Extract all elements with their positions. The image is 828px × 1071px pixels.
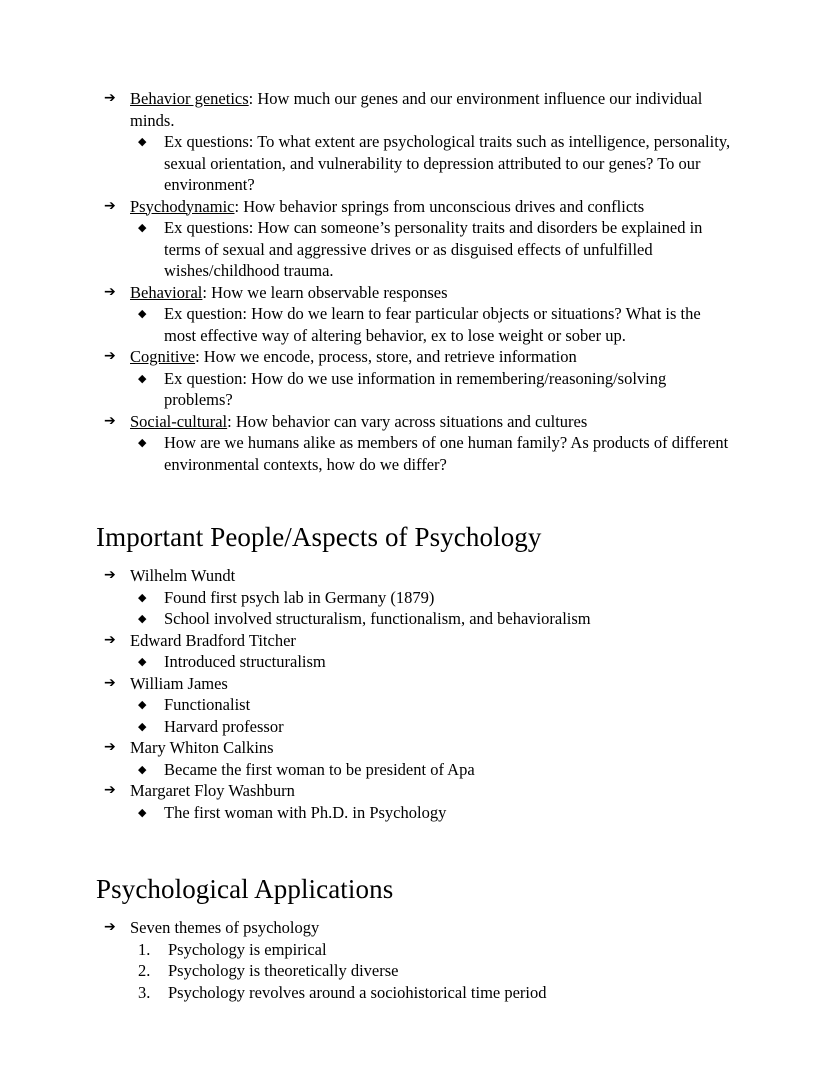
list-item — [130, 651, 732, 673]
term-description: : How we encode, process, store, and retrieve information — [195, 347, 577, 366]
list-item-text: Psychology is theoretically diverse — [168, 961, 399, 980]
arrow-bullet-icon: ➔ — [104, 919, 116, 935]
list-item — [96, 737, 732, 780]
sub-item-text: The first woman with Ph.D. in Psychology — [164, 802, 447, 822]
diamond-bullet-icon: ◆ — [138, 805, 147, 819]
sub-list — [130, 432, 732, 475]
applications-lead-text: Seven themes of psychology — [130, 918, 320, 937]
list-item — [96, 565, 732, 630]
section-heading-psychological-applications: Psychological Applications — [96, 874, 394, 904]
diamond-bullet-icon: ◆ — [138, 655, 147, 668]
list-item — [96, 917, 732, 1003]
arrow-bullet-icon: ➔ — [104, 782, 116, 798]
sub-item-text: Ex question: How do we learn to fear particular objects or situations? What is the most effective way of altering behavior, ex to lose weight or sober up. — [164, 304, 701, 345]
sub-list — [130, 587, 732, 630]
list-item — [130, 982, 732, 1004]
list-item — [130, 939, 732, 961]
list-number: 1. — [138, 939, 151, 959]
arrow-bullet-icon: ➔ — [104, 674, 116, 691]
diamond-bullet-icon: ◆ — [138, 436, 147, 449]
term-label: Social-cultural — [130, 411, 228, 431]
arrow-bullet-icon: ➔ — [104, 739, 116, 755]
list-item-text: Psychology is empirical — [168, 939, 327, 959]
list-item-text: Psychology revolves around a sociohistorical time period — [168, 982, 547, 1002]
diamond-bullet-icon: ◆ — [138, 698, 147, 711]
sub-list — [130, 694, 732, 737]
person-name: Wilhelm Wundt — [130, 566, 236, 585]
term-description: : How we learn observable responses — [202, 282, 448, 302]
spacer — [96, 823, 732, 841]
list-item — [130, 802, 732, 824]
sub-item-text: Ex question: How do we use information in remembering/reasoning/solving problems? — [164, 368, 667, 409]
sub-list — [130, 802, 732, 824]
sub-list — [130, 303, 732, 346]
term-label: Cognitive — [130, 347, 196, 366]
sub-item-text: Ex questions: How can someone’s personality traits and disorders be explained in terms of sexual and aggressive drives or as disguised effects of unfulfilled wishes/childhood trauma. — [164, 218, 703, 280]
term-label: Behavioral — [130, 282, 203, 302]
sub-item-text: Introduced structuralism — [164, 652, 326, 671]
diamond-bullet-icon: ◆ — [138, 612, 147, 625]
list-item — [130, 303, 732, 346]
sub-item-text: Found first psych lab in Germany (1879) — [164, 587, 435, 607]
sub-list — [130, 759, 732, 781]
section-heading-important-people: Important People/Aspects of Psychology — [96, 522, 542, 552]
spacer — [96, 475, 732, 489]
list-item — [130, 759, 732, 781]
list-item — [96, 780, 732, 823]
sub-list — [130, 651, 732, 673]
list-item — [96, 630, 732, 673]
diamond-bullet-icon: ◆ — [138, 135, 147, 148]
sub-item-text: Functionalist — [164, 695, 251, 714]
sub-item-text: School involved structuralism, functionalism, and behavioralism — [164, 609, 591, 628]
applications-list — [96, 917, 732, 1003]
list-item — [130, 432, 732, 475]
list-number: 3. — [138, 982, 151, 1002]
arrow-bullet-icon: ➔ — [104, 197, 116, 214]
sub-list — [130, 217, 732, 282]
list-item — [130, 368, 732, 411]
person-name: Edward Bradford Titcher — [130, 630, 296, 650]
list-item — [96, 346, 732, 411]
list-item — [130, 608, 732, 630]
perspectives-list — [96, 88, 732, 475]
term-label: Behavior genetics — [130, 89, 249, 108]
list-item — [130, 960, 732, 982]
arrow-bullet-icon: ➔ — [104, 631, 116, 648]
list-item — [130, 131, 732, 196]
person-name: William James — [130, 673, 228, 693]
sub-item-text: Harvard professor — [164, 716, 284, 736]
arrow-bullet-icon: ➔ — [104, 348, 116, 364]
list-item — [130, 587, 732, 609]
list-item — [130, 217, 732, 282]
diamond-bullet-icon: ◆ — [138, 371, 147, 385]
term-label: Psychodynamic — [130, 196, 235, 216]
sub-list — [130, 368, 732, 411]
numbered-list — [130, 939, 732, 1004]
arrow-bullet-icon: ➔ — [104, 567, 116, 583]
list-item — [96, 411, 732, 476]
list-item — [130, 716, 732, 738]
sub-list — [130, 131, 732, 196]
term-description: : How behavior springs from unconscious drives and conflicts — [234, 196, 645, 216]
arrow-bullet-icon: ➔ — [104, 283, 116, 300]
term-description: : How behavior can vary across situations and cultures — [227, 411, 588, 431]
term-description: : How much our genes and our environment influence our individual minds. — [130, 89, 703, 130]
list-item — [96, 673, 732, 738]
arrow-bullet-icon: ➔ — [104, 412, 116, 429]
diamond-bullet-icon: ◆ — [138, 590, 147, 604]
arrow-bullet-icon: ➔ — [104, 90, 116, 106]
list-number: 2. — [138, 961, 151, 980]
people-list — [96, 565, 732, 823]
diamond-bullet-icon: ◆ — [138, 762, 147, 776]
person-name: Margaret Floy Washburn — [130, 781, 295, 800]
list-item — [130, 694, 732, 716]
person-name: Mary Whiton Calkins — [130, 738, 274, 757]
list-item — [96, 88, 732, 196]
list-item — [96, 282, 732, 347]
diamond-bullet-icon: ◆ — [138, 221, 147, 234]
diamond-bullet-icon: ◆ — [138, 307, 147, 320]
sub-item-text: Ex questions: To what extent are psychological traits such as intelligence, personality, sexual orientation, and vulnerability to depression attributed to our genes? To our environment? — [164, 132, 731, 194]
sub-item-text: Became the first woman to be president of Apa — [164, 759, 475, 779]
diamond-bullet-icon: ◆ — [138, 719, 147, 733]
sub-item-text: How are we humans alike as members of one human family? As products of different environmental contexts, how do we differ? — [164, 433, 729, 474]
list-item — [96, 196, 732, 282]
